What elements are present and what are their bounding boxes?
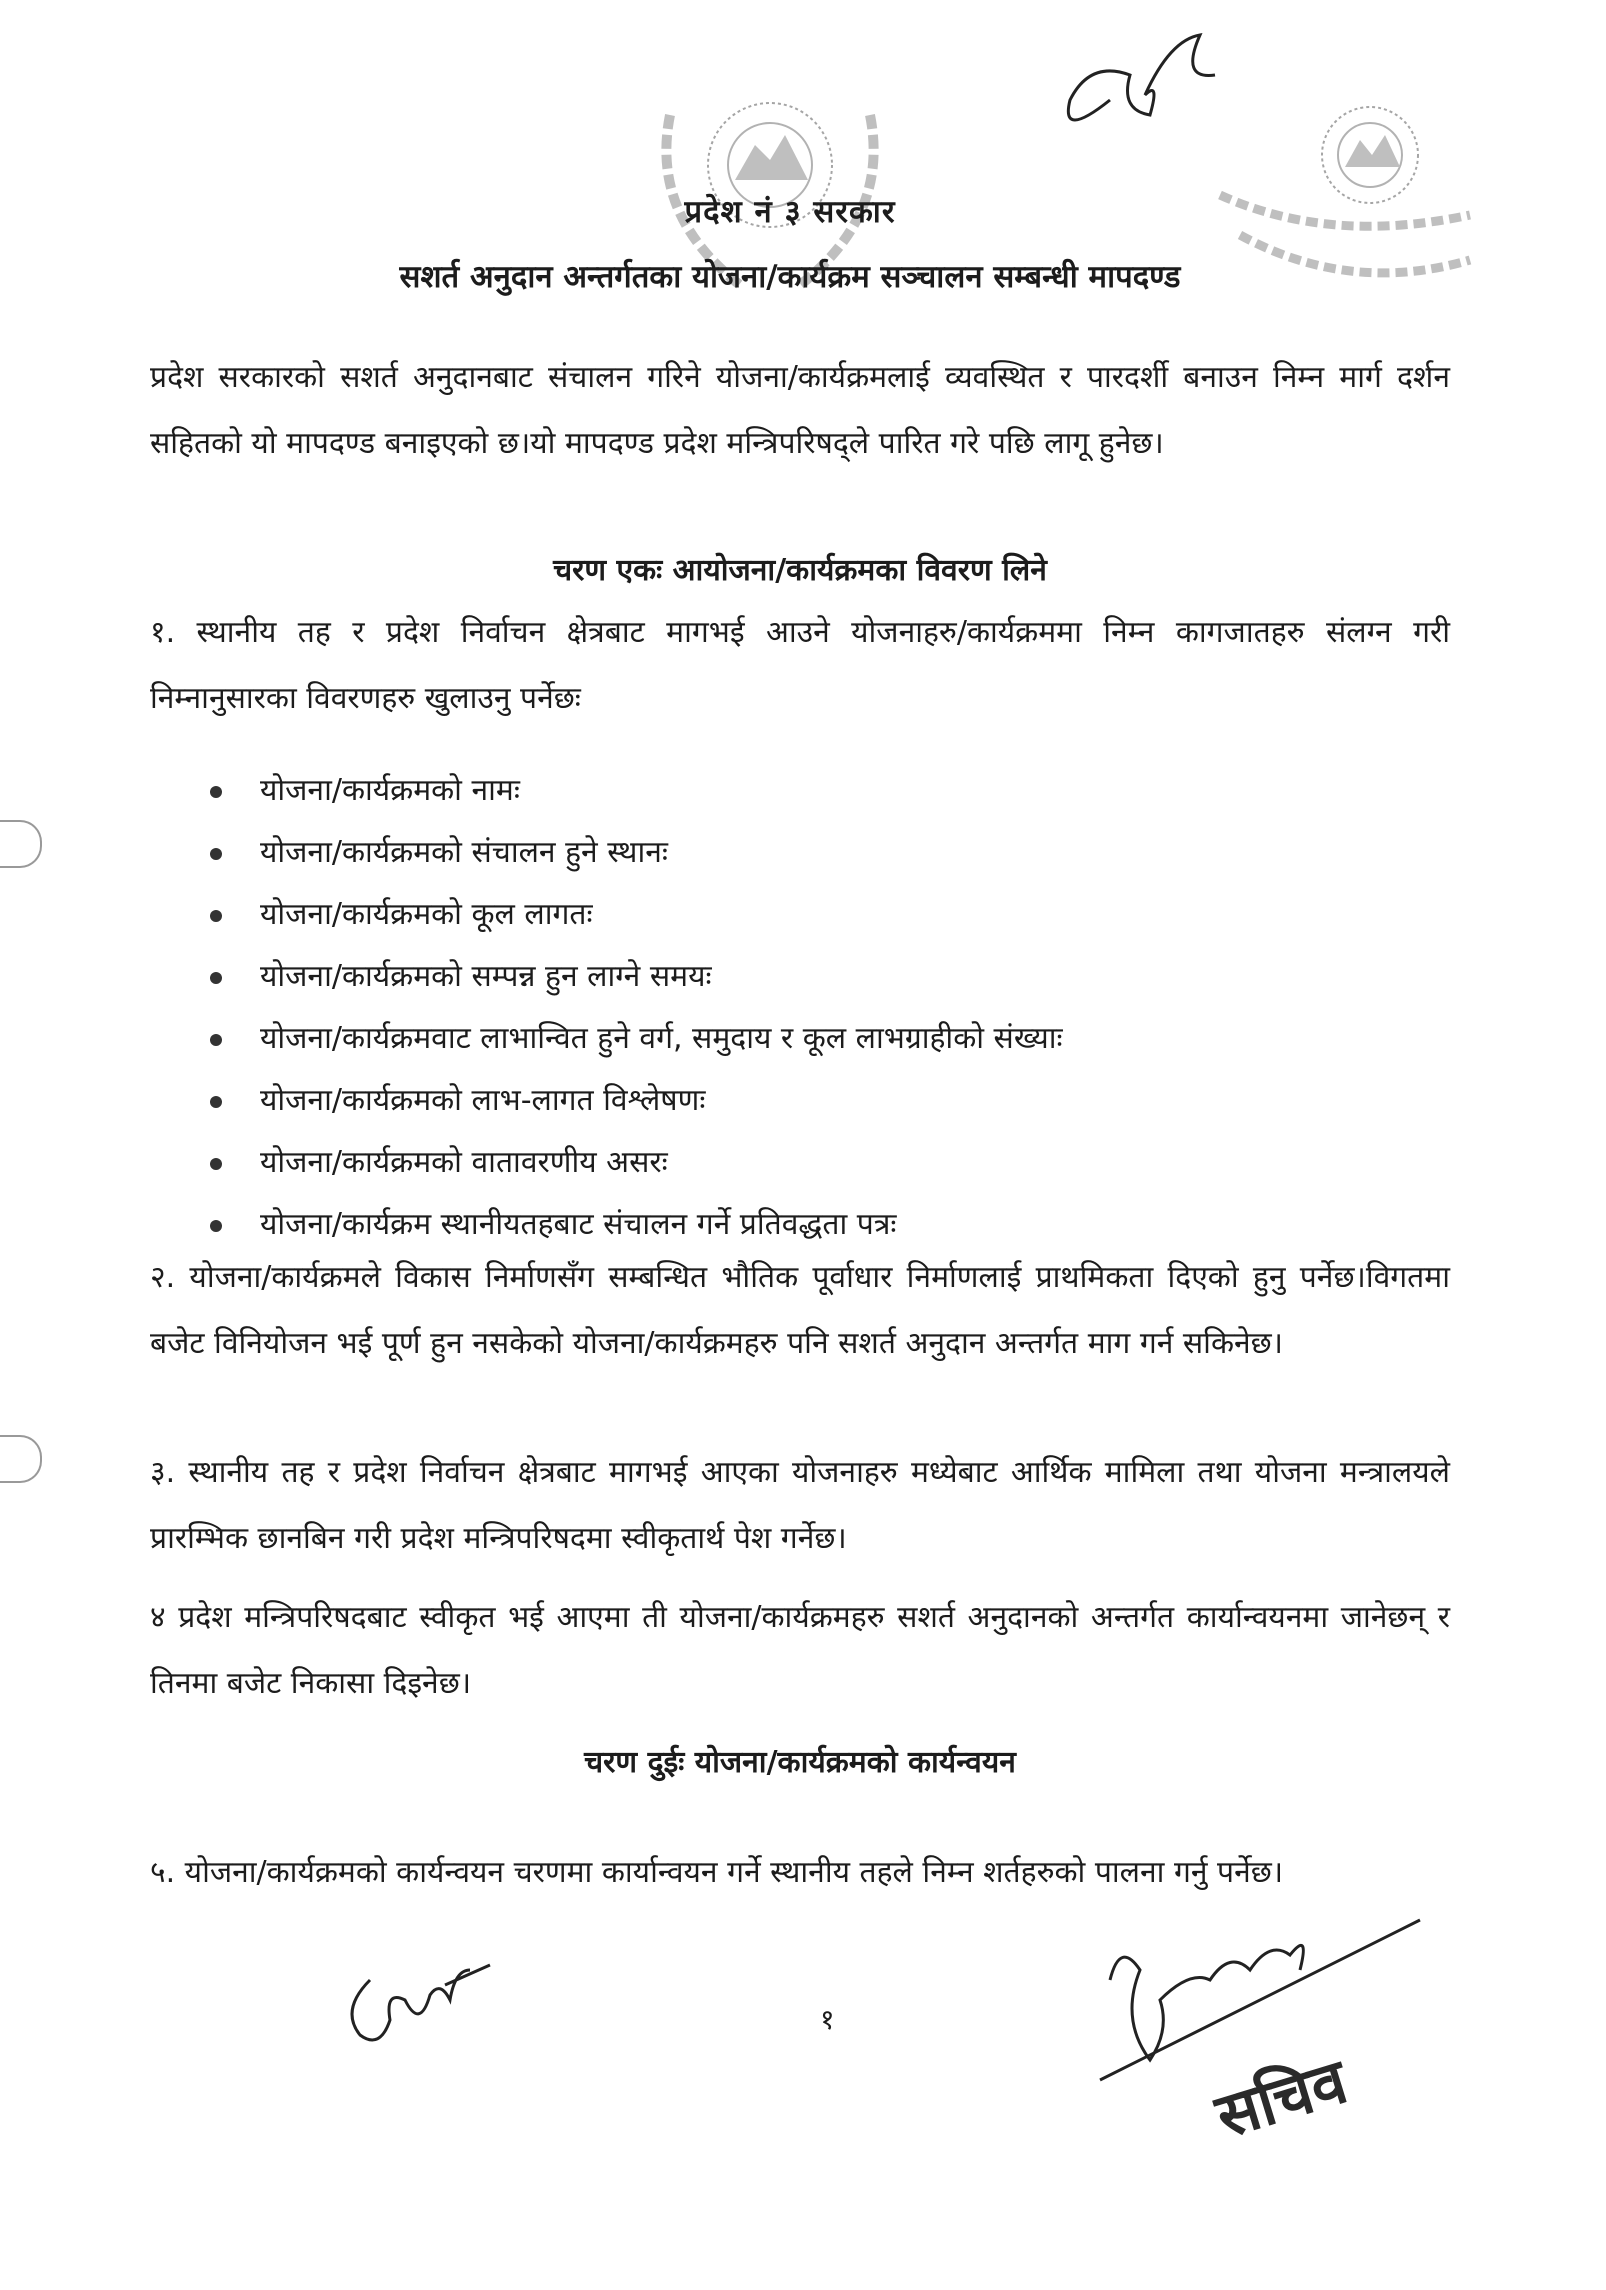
list-item: [210, 1132, 1310, 1194]
bullet-icon: [210, 848, 222, 860]
bullet-icon: [210, 972, 222, 984]
list-item-text: योजना/कार्यक्रमको कूल लागतः: [260, 897, 593, 932]
bullet-icon: [210, 786, 222, 798]
bullet-icon: [210, 1096, 222, 1108]
item-2: २. योजना/कार्यक्रमले विकास निर्माणसँग सम्बन्धित भौतिक पूर्वाधार निर्माणलाई प्राथमिकता दिएको हुनु पर्नेछ।विगतमा बजेट विनियोजन भई पूर्ण हुन नसकेको योजना/कार्यक्रमहरु पनि सशर्त अनुदान अन्तर्गत माग गर्न सकिनेछ।: [150, 1260, 1450, 1361]
list-item: [210, 1008, 1310, 1070]
bullet-icon: [210, 1220, 222, 1232]
item-5: ५. योजना/कार्यक्रमको कार्यन्वयन चरणमा कार्यान्वयन गर्ने स्थानीय तहले निम्न शर्तहरुको पालना गर्नु पर्नेछ।: [150, 1855, 1284, 1890]
bullet-icon: [210, 1034, 222, 1046]
item-1: १. स्थानीय तह र प्रदेश निर्वाचन क्षेत्रबाट मागभई आउने योजनाहरु/कार्यक्रममा निम्न कागजातहरु संलग्न गरी निम्नानुसारका विवरणहरु खुलाउनु पर्नेछः: [150, 615, 1450, 716]
punch-hole-mark: [0, 1435, 42, 1483]
list-item-text: योजना/कार्यक्रमको वातावरणीय असरः: [260, 1145, 668, 1180]
bullet-list: [210, 760, 1310, 1256]
intro-paragraph: प्रदेश सरकारको सशर्त अनुदानबाट संचालन गरिने योजना/कार्यक्रमलाई व्यवस्थित र पारदर्शी बनाउन निम्न मार्ग दर्शन सहितको यो मापदण्ड बनाइएको छ।यो मापदण्ड प्रदेश मन्त्रिपरिषद्ले पारित गरे पछि लागू हुनेछ।: [150, 360, 1450, 461]
list-item: [210, 1070, 1310, 1132]
bullet-icon: [210, 1158, 222, 1170]
step1-heading: चरण एकः आयोजना/कार्यक्रमका विवरण लिने: [553, 553, 1047, 588]
list-item-text: योजना/कार्यक्रम स्थानीयतहबाट संचालन गर्ने प्रतिवद्धता पत्रः: [260, 1207, 897, 1242]
list-item-text: योजना/कार्यक्रमवाट लाभान्वित हुने वर्ग, समुदाय र कूल लाभग्राहीको संख्याः: [260, 1021, 1063, 1056]
bullet-icon: [210, 910, 222, 922]
item-4: ४ प्रदेश मन्त्रिपरिषदबाट स्वीकृत भई आएमा ती योजना/कार्यक्रमहरु सशर्त अनुदानको अन्तर्गत कार्यान्वयनमा जानेछन् र तिनमा बजेट निकासा दिइनेछ।: [150, 1600, 1450, 1701]
item-3: ३. स्थानीय तह र प्रदेश निर्वाचन क्षेत्रबाट मागभई आएका योजनाहरु मध्येबाट आर्थिक मामिला तथा योजना मन्त्रालयले प्रारम्भिक छानबिन गरी प्रदेश मन्त्रिपरिषदमा स्वीकृतार्थ पेश गर्नेछ।: [150, 1455, 1450, 1556]
secretary-stamp-title: सचिव: [1207, 2044, 1356, 2153]
list-item-text: योजना/कार्यक्रमको लाभ-लागत विश्लेषणः: [260, 1083, 706, 1118]
list-item: [210, 884, 1310, 946]
page-number: १: [820, 2003, 835, 2036]
document-header-title: प्रदेश नं ३ सरकार: [684, 194, 896, 230]
list-item: [210, 760, 1310, 822]
list-item: [210, 822, 1310, 884]
punch-hole-mark: [0, 820, 42, 868]
signature: [330, 1940, 510, 2070]
list-item-text: योजना/कार्यक्रमको नामः: [260, 773, 520, 808]
document-subtitle: सशर्त अनुदान अन्तर्गतका योजना/कार्यक्रम सञ्चालन सम्बन्धी मापदण्ड: [399, 259, 1181, 295]
list-item: [210, 946, 1310, 1008]
list-item-text: योजना/कार्यक्रमको सम्पन्न हुन लाग्ने समयः: [260, 959, 712, 994]
step2-heading: चरण दुईः योजना/कार्यक्रमको कार्यन्वयन: [584, 1745, 1016, 1780]
signature: [1050, 20, 1230, 160]
list-item-text: योजना/कार्यक्रमको संचालन हुने स्थानः: [260, 835, 668, 870]
